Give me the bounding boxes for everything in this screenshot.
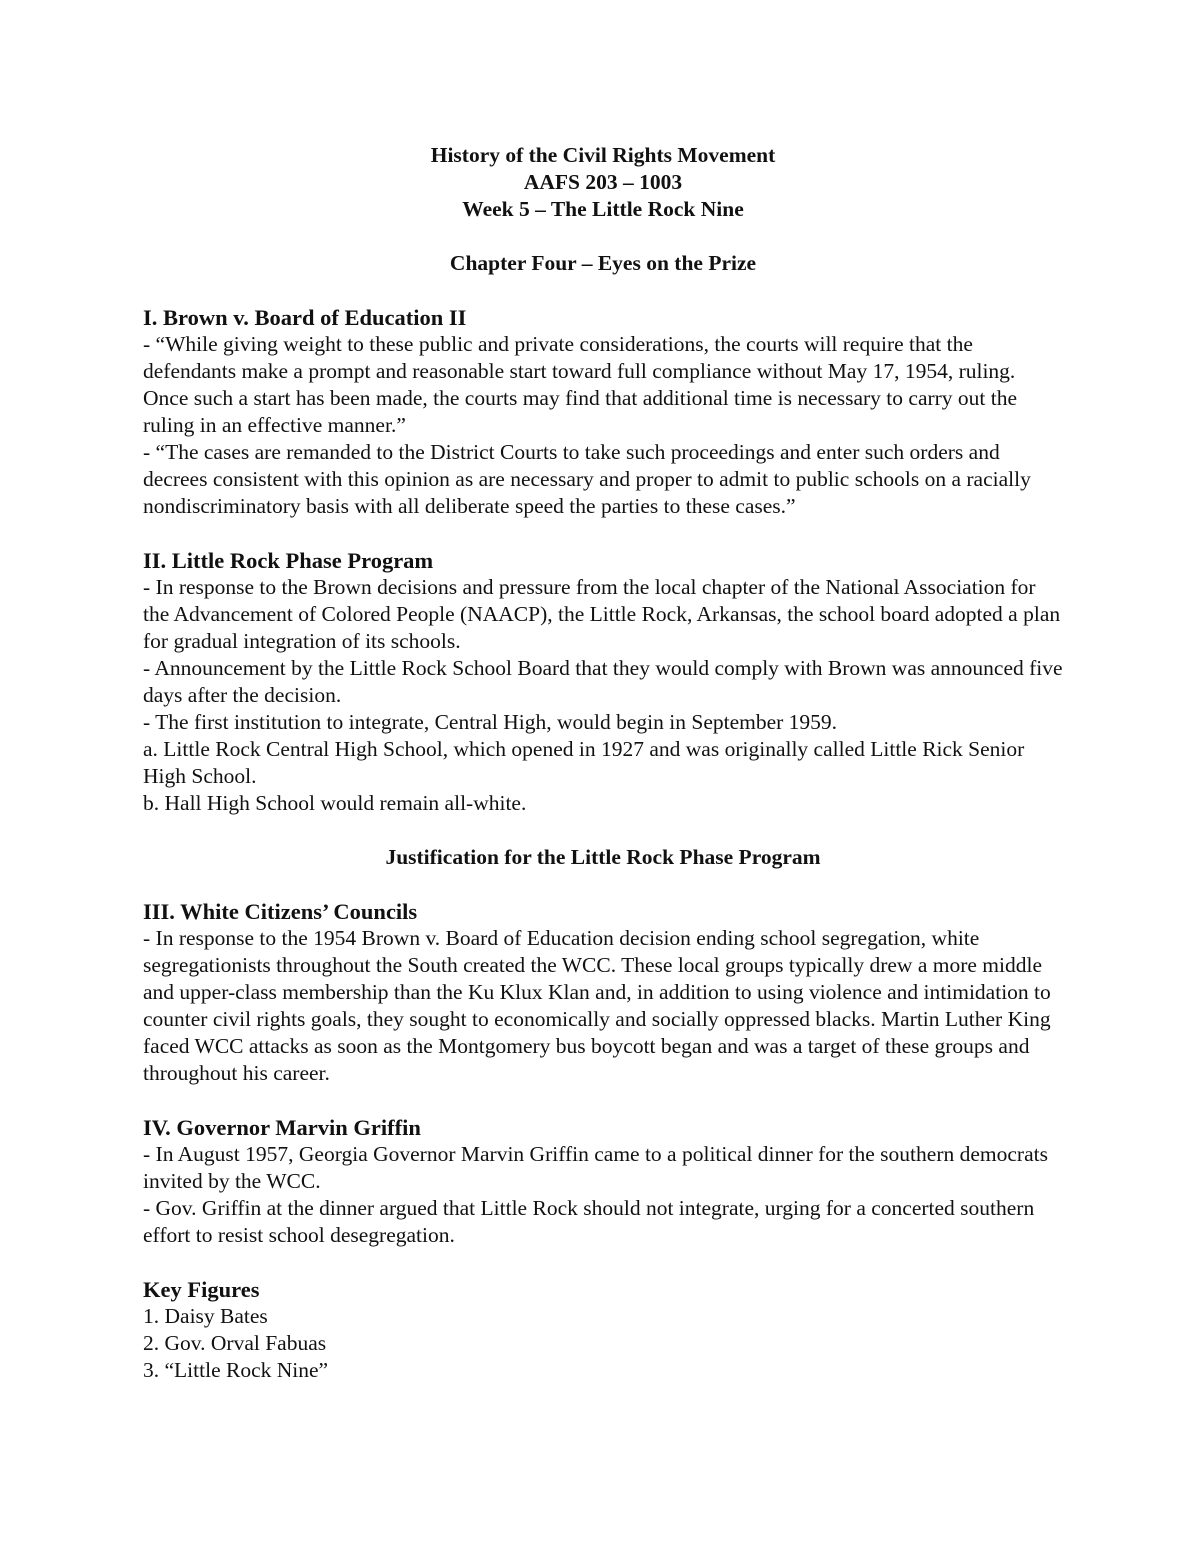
- section-heading: III. White Citizens’ Councils: [143, 899, 418, 924]
- paragraph: - In response to the 1954 Brown v. Board of Education decision ending school segregation, white segregationists throughout the South created the WCC. These local groups typically drew a more middle and upper-class membership than the Ku Klux Klan and, in addition to using violence and intimidation to counter civil rights goals, they sought to economically and socially oppressed blacks. Martin Luther King faced WCC attacks as soon as the Montgomery bus boycott began and was a target of these groups and throughout his career.: [143, 926, 1051, 1085]
- document-page: [143, 142, 1063, 1384]
- paragraph: - “While giving weight to these public and private considerations, the courts will require that the defendants make a prompt and reasonable start toward full compliance without May 17, 1954, ruling. Once such a start has been made, the courts may find that additional time is necessary to carry out the ruling in an effective manner.”: [143, 332, 1018, 437]
- section-heading: Key Figures: [143, 1277, 260, 1302]
- section-heading: IV. Governor Marvin Griffin: [143, 1115, 421, 1140]
- course-code: AAFS 203 – 1003: [523, 170, 683, 194]
- week-title: Week 5 – The Little Rock Nine: [462, 197, 744, 221]
- list-item: 1. Daisy Bates: [143, 1304, 268, 1328]
- section-heading: I. Brown v. Board of Education II: [143, 305, 467, 330]
- course-title: History of the Civil Rights Movement: [430, 143, 776, 167]
- section-phase-program: [143, 547, 1063, 817]
- paragraph: - “The cases are remanded to the District Courts to take such proceedings and enter such orders and decrees consistent with this opinion as are necessary and proper to admit to public schools on a racially nondiscriminatory basis with all deliberate speed the parties to these cases.”: [143, 440, 1031, 518]
- paragraph: a. Little Rock Central High School, which opened in 1927 and was originally called Little Rick Senior High School.: [143, 737, 1025, 788]
- paragraph: - Announcement by the Little Rock School Board that they would comply with Brown was announced five days after the decision.: [143, 656, 1063, 707]
- section-brown: [143, 304, 1063, 520]
- chapter-title: Chapter Four – Eyes on the Prize: [449, 251, 757, 275]
- document-header: [143, 142, 1063, 223]
- section-white-citizens-councils: [143, 898, 1063, 1087]
- list-item: 2. Gov. Orval Fabuas: [143, 1331, 327, 1355]
- paragraph: - The first institution to integrate, Central High, would begin in September 1959.: [143, 710, 838, 734]
- section-governor-griffin: [143, 1114, 1063, 1249]
- section-key-figures: [143, 1276, 1063, 1384]
- paragraph: b. Hall High School would remain all-white.: [143, 791, 527, 815]
- justification-heading: Justification for the Little Rock Phase Program: [385, 845, 821, 869]
- paragraph: - In August 1957, Georgia Governor Marvin Griffin came to a political dinner for the southern democrats invited by the WCC.: [143, 1142, 1048, 1193]
- paragraph: - In response to the Brown decisions and pressure from the local chapter of the National Association for the Advancement of Colored People (NAACP), the Little Rock, Arkansas, the school board adopted a plan for gradual integration of its schools.: [143, 575, 1061, 653]
- list-item: 3. “Little Rock Nine”: [143, 1358, 329, 1382]
- paragraph: - Gov. Griffin at the dinner argued that Little Rock should not integrate, urging for a concerted southern effort to resist school desegregation.: [143, 1196, 1035, 1247]
- section-heading: II. Little Rock Phase Program: [143, 548, 434, 573]
